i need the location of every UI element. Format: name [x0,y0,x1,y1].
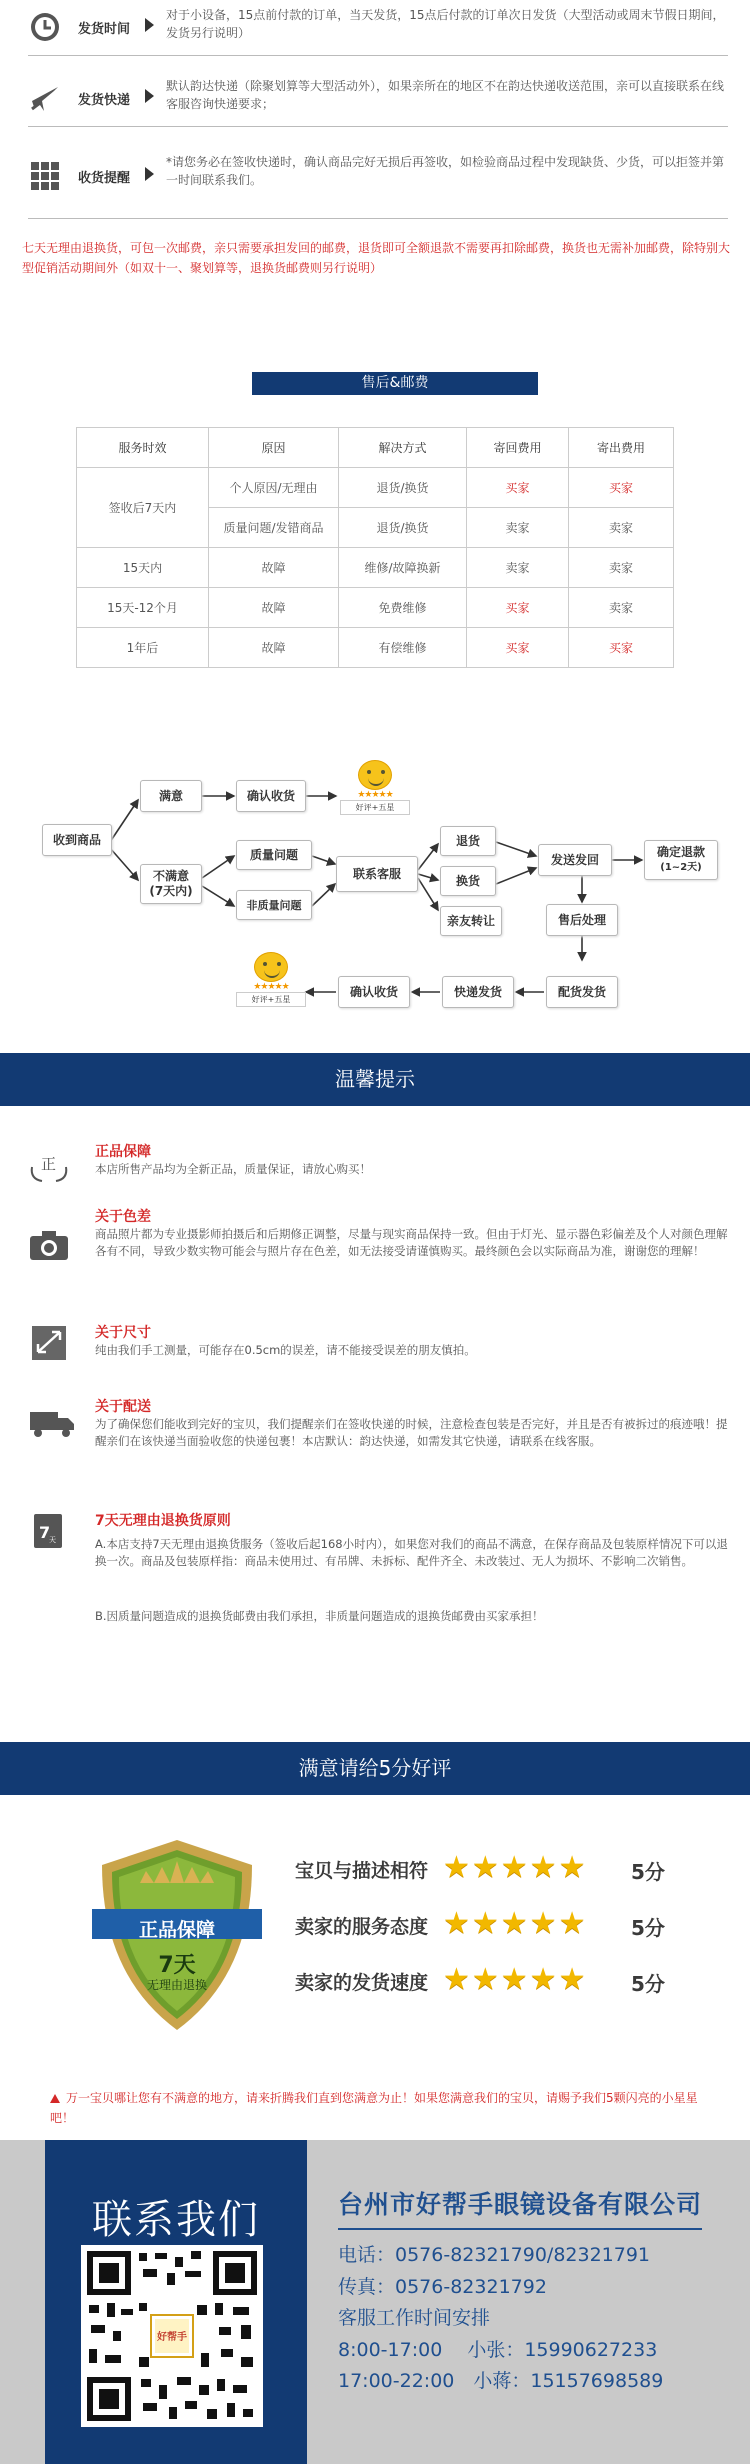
table-cell: 质量问题/发错商品 [209,508,339,548]
clock-icon [28,10,62,44]
rating-row-description [295,1850,715,1886]
rating-label: 卖家的服务态度 [295,1916,429,1938]
smiley-tag: 好评+五星 [236,992,306,1007]
contact-title: 联系我们 [92,2197,260,2243]
five-star-icon: ★★★★★ [443,1962,588,1997]
five-star-icon: ★★★★★ [443,1906,588,1941]
rating-label: 宝贝与描述相符 [295,1860,429,1882]
table-cell: 15天-12个月 [77,588,209,628]
table-header-row [77,428,674,468]
flow-node-refund [644,840,718,880]
shipping-label: 收货提醒 [78,171,131,186]
arrow-right-icon [145,89,154,103]
rating-note-text: 万一宝贝哪让您有不满意的地方，请来折腾我们直到您满意为止！如果您满意我们的宝贝，请赐予我们5颗闪亮的小星星吧！ [50,2091,698,2125]
camera-icon [28,1228,70,1262]
contact-fax: 传真：0576-82321792 [338,2276,547,2298]
flow-node-receive: 收到商品 [42,824,112,856]
tips-title-band: 温馨提示 [0,1053,750,1106]
shipping-row-time [28,0,728,56]
table-cell: 买家 [569,628,674,668]
five-star-icon: ★★★★★ [443,1850,588,1885]
airplane-icon [28,81,62,115]
rating-score: 5分 [631,1860,665,1884]
company-name: 台州市好帮手眼镜设备有限公司 [338,2190,703,2219]
smiley-face-icon [254,952,288,982]
shield-main-text: 正品保障 [138,1919,215,1941]
table-cell: 维修/故障换新 [339,548,467,588]
table-cell: 故障 [209,548,339,588]
table-cell: 故障 [209,588,339,628]
flow-node-aftersales: 售后处理 [546,904,618,936]
svg-text:7: 7 [39,1523,51,1542]
flow-node-resend: 配货发货 [546,976,618,1008]
table-row [77,628,674,668]
rating-score: 5分 [631,1972,665,1996]
contact-section [0,2140,750,2464]
shield-days-text: 7天 [158,1953,196,1978]
table-cell: 有偿维修 [339,628,467,668]
resize-icon [28,1326,70,1360]
table-cell: 免费维修 [339,588,467,628]
flow-node-nonquality: 非质量问题 [236,890,312,920]
table-cell: 买家 [467,588,569,628]
smiley-rating-badge [340,760,410,815]
shipping-label: 发货快递 [78,93,131,108]
shield-sub-text: 无理由退换 [146,1978,207,1992]
aftersale-table [76,427,674,668]
rating-row-shipping-speed [295,1962,715,1998]
table-cell: 1年后 [77,628,209,668]
table-cell: 15天内 [77,548,209,588]
flow-node-confirm-receipt-final: 确认收货 [338,976,410,1008]
table-cell: 买家 [467,628,569,668]
table-cell: 故障 [209,628,339,668]
arrow-right-icon [145,167,154,181]
rating-row-service [295,1906,715,1942]
flow-node-satisfied: 满意 [140,780,202,812]
star-rating-icon: ★★★★★ [357,790,393,800]
truck-icon [28,1406,76,1440]
svg-text:正: 正 [41,1155,57,1173]
table-header: 寄出费用 [569,428,674,468]
grid-icon [28,159,62,193]
tip-title: 关于色差 [95,1209,151,1225]
tip-body: 商品照片都为专业摄影师拍摄后和后期修正调整，尽量与现实商品保持一致。但由于灯光、显示器色彩偏差及个人对颜色理解各有不同，导致少数实物可能会与照片存在色差，如无法接受请谨慎购买。最终颜色会以实际商品为准，谢谢您的理解！ [95,1227,728,1258]
flow-node-exchange: 换货 [440,866,496,896]
flow-node-sublabel: (7天内) [149,884,193,898]
rating-title-band: 满意请给5分好评 [0,1742,750,1795]
return-notice: 七天无理由退换货，可包一次邮费，亲只需要承担发回的邮费，退货即可全额退款不需要再扣除邮费，换货也无需补加邮费，除特别大型促销活动期间外（如双十一、聚划算等，退换货邮费则另行说明） [22,241,731,275]
qr-code-icon [81,2245,263,2427]
shipping-text: 对于小设备，15点前付款的订单，当天发货，15点后付款的订单次日发货（大型活动或周末节假日期间，发货另行说明） [166,8,725,40]
rating-note [50,2088,720,2128]
table-cell: 退货/换货 [339,508,467,548]
tip-title: 正品保障 [95,1144,151,1160]
shipping-text: 默认韵达快递（除聚划算等大型活动外），如果亲所在的地区不在韵达快递收送范围，亲可以直接联系在线客服咨询快递要求； [166,79,725,111]
table-cell: 退货/换货 [339,468,467,508]
table-row [77,588,674,628]
table-cell: 个人原因/无理由 [209,468,339,508]
table-header: 解决方式 [339,428,467,468]
flow-node-quality: 质量问题 [236,840,312,870]
contact-phone: 电话：0576-82321790/82321791 [338,2244,651,2266]
contact-shift-day: 8:00-17:00 小张：15990627233 [338,2339,658,2361]
table-cell: 卖家 [569,588,674,628]
table-cell: 卖家 [467,548,569,588]
tip-title: 关于尺寸 [95,1325,151,1341]
table-header: 服务时效 [77,428,209,468]
shipping-row-receipt [28,143,728,219]
table-header: 寄回费用 [467,428,569,468]
flow-node-express: 快递发货 [442,976,514,1008]
table-cell: 卖家 [569,548,674,588]
flow-node-label: 不满意 [152,869,189,883]
shipping-row-express [28,71,728,127]
smiley-tag: 好评+五星 [340,800,410,815]
flow-node-service: 联系客服 [336,856,418,892]
genuine-icon [28,1149,70,1183]
seven-day-icon [28,1512,70,1552]
contact-shift-evening: 17:00-22:00 小蒋：15157698589 [338,2370,664,2392]
flow-node-sendback: 发送发回 [538,844,612,876]
flow-node-confirm-receipt: 确认收货 [236,780,306,812]
table-cell: 买家 [569,468,674,508]
arrow-right-icon [145,18,154,32]
aftersale-flowchart [0,760,750,1020]
shipping-label: 发货时间 [78,22,131,37]
table-header: 原因 [209,428,339,468]
tip-title: 关于配送 [95,1399,151,1415]
tip-title: 7天无理由退换货原则 [95,1513,231,1529]
flow-node-friend: 亲友转让 [440,906,502,936]
flow-node-sublabel: (1~2天) [660,862,702,873]
tip-body: 本店所售产品均为全新正品，质量保证，请放心购买！ [95,1162,371,1176]
flow-node-label: 确定退款 [656,845,705,859]
contact-panel [45,2140,307,2464]
tip-body: 为了确保您们能收到完好的宝贝，我们提醒亲们在签收快递的时候，注意检查包装是否完好，并且是否有被拆过的痕迹哦！提醒亲们在该快递当面验收您的快递包裹！本店默认：韵达快递，如需发其它快递，请联系在线客服。 [95,1417,728,1448]
table-cell: 买家 [467,468,569,508]
qr-logo-text: 好帮手 [157,2332,187,2343]
tip-body: 纯由我们手工测量，可能存在0.5cm的误差，请不能接受误差的朋友慎拍。 [95,1343,476,1357]
smiley-face-icon [358,760,392,790]
star-rating-icon: ★★★★★ [253,982,289,992]
rating-label: 卖家的发货速度 [295,1972,429,1994]
svg-text:天: 天 [49,1536,56,1544]
flow-node-unsatisfied [140,864,202,904]
tip-body: A.本店支持7天无理由退换货服务（签收后起168小时内），如果您对我们的商品不满意，在保存商品及包装原样情况下可以退换一次。商品及包装原样指：商品未使用过、有吊牌、未拆标、配件齐全、未改装过、无人为损坏、不影响二次销售。 [95,1537,728,1568]
aftersale-title: 售后&邮费 [252,372,538,395]
shipping-text: *请您务必在签收快递时，确认商品完好无损后再签收，如检验商品过程中发现缺货、少货，可以拒签并第一时间联系我们。 [166,155,725,187]
smiley-rating-badge [236,952,306,1007]
company-underline [338,2228,702,2230]
table-row [77,548,674,588]
table-cell: 卖家 [569,508,674,548]
warning-triangle-icon [50,2094,60,2103]
rating-score: 5分 [631,1916,665,1940]
table-row [77,468,674,508]
contact-hours-label: 客服工作时间安排 [338,2307,491,2329]
table-cell: 卖家 [467,508,569,548]
table-cell: 签收后7天内 [77,468,209,548]
flow-node-return: 退货 [440,826,496,856]
tip-body-b: B.因质量问题造成的退换货邮费由我们承担，非质量问题造成的退换货邮费由买家承担！ [95,1609,544,1623]
